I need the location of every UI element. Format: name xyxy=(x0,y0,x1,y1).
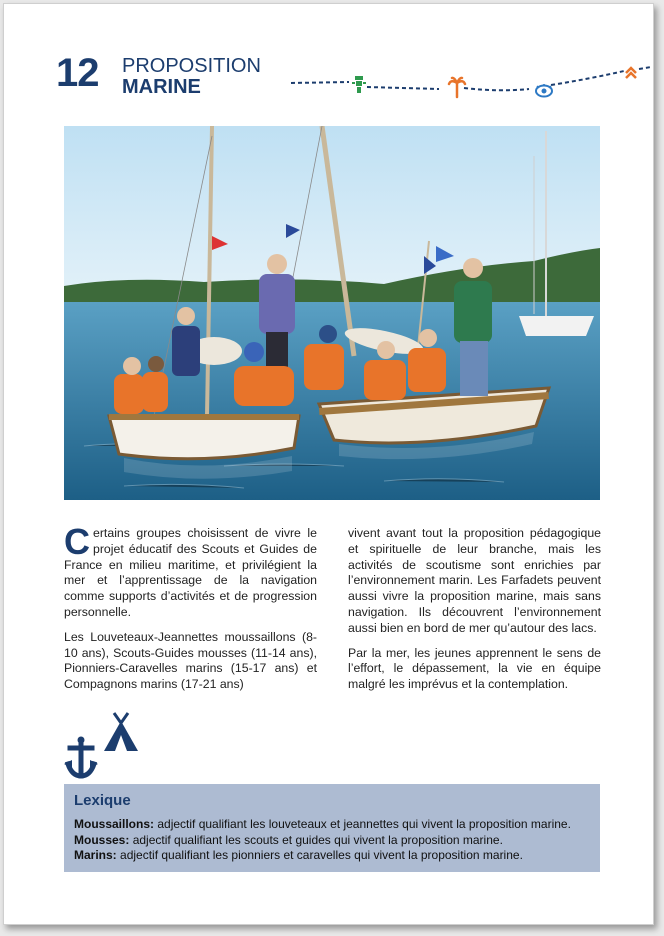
paragraph-intro xyxy=(64,521,317,621)
lexique-term: Marins: xyxy=(74,848,117,862)
text-column-right xyxy=(348,526,601,702)
chapter-title-line2: MARINE xyxy=(122,76,201,98)
chapter-title xyxy=(122,56,261,98)
paragraph-branches: vivent avant tout la proposition pédagogique et spirituelle de leur branche, mais les activités de scoutisme sont enrichies par l’environnement marin. Les Farfadets peuvent aussi vivre la proposition marine, mais sans navigation. Ils découvrent l’environnement aussi bien en bord de mer qu’autour des lacs. xyxy=(348,526,601,635)
lexique-entry-marins xyxy=(74,848,590,864)
lexique-entry-mousses xyxy=(74,833,590,849)
paragraph-intro-text: ertains groupes choisissent de vivre le projet éducatif des Scouts et Guides de France en milieu maritime, et privilégient la mer et l’apprentissage de la navigation comme supports d’activités et de progression personnelle. xyxy=(64,526,317,619)
lexique-definition: adjectif qualifiant les scouts et guides qui vivent la proposition marine. xyxy=(129,832,503,847)
lexique-definition: adjectif qualifiant les louveteaux et jeannettes qui vivent la proposition marine. xyxy=(154,817,571,831)
dropcap: C xyxy=(64,521,90,562)
lexique-entry-moussaillons xyxy=(74,817,590,833)
arrow-up-icon xyxy=(626,68,636,78)
totem-icon xyxy=(352,76,366,93)
palm-tree-icon xyxy=(449,78,465,97)
text-column-left xyxy=(64,521,317,702)
sailboats-photo xyxy=(64,126,600,500)
lexique-term: Mousses: xyxy=(74,832,130,847)
lexique-title: Lexique xyxy=(74,792,131,809)
chapter-number: 12 xyxy=(56,51,99,95)
lexique-definition: adjectif qualifiant les pionniers et caravelles qui vivent la proposition marine. xyxy=(116,848,523,862)
trail-decoration xyxy=(289,59,654,104)
anchor-cross-icon xyxy=(64,736,98,780)
lexique-box xyxy=(64,784,600,872)
paragraph-ages: Les Louveteaux-Jeannettes moussaillons (8-10 ans), Scouts-Guides mousses (11-14 ans), Pionniers-Caravelles marins (15-17 ans) et Compagnons marins (17-21 ans) xyxy=(64,629,317,692)
lexique-term: Moussaillons: xyxy=(74,817,155,831)
eye-icon xyxy=(536,84,552,97)
tent-icon xyxy=(102,711,140,753)
page xyxy=(3,3,654,925)
paragraph-values: Par la mer, les jeunes apprennent le sens de l’effort, le dépassement, la vie en équipe malgré les imprévus et la contemplation. xyxy=(348,645,601,692)
chapter-title-line1: PROPOSITION xyxy=(122,55,261,77)
